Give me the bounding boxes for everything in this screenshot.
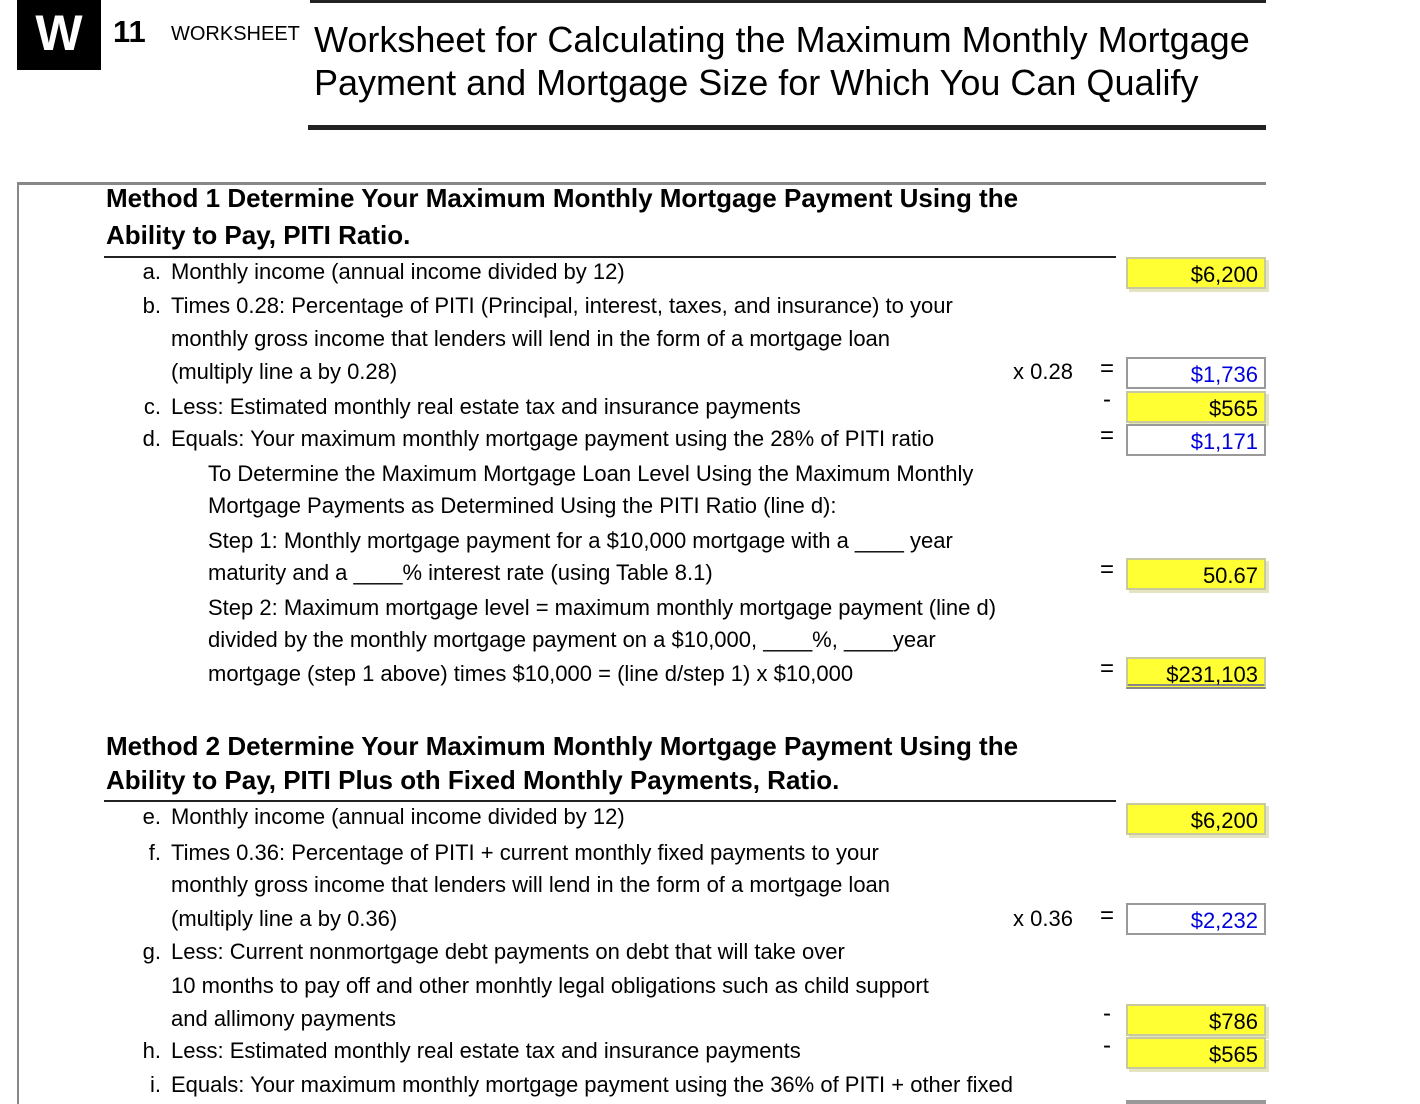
step2-text-3: mortgage (step 1 above) times $10,000 = (line d/step 1) x $10,000 bbox=[208, 661, 854, 686]
line-b-text-1: Times 0.28: Percentage of PITI (Principal, interest, taxes, and insurance) to your bbox=[171, 293, 953, 318]
line-i-label: i. bbox=[150, 1072, 161, 1097]
line-c-label: c. bbox=[143, 394, 161, 419]
line-g-debt-payments-input[interactable]: $786 bbox=[1126, 1004, 1266, 1036]
method1-frame-left bbox=[17, 182, 19, 1104]
line-c-tax-insurance-input[interactable]: $565 bbox=[1126, 391, 1266, 423]
line-h-minus: - bbox=[1103, 1032, 1111, 1059]
line-g-minus: - bbox=[1103, 1000, 1111, 1027]
line-a-monthly-income-input[interactable]: $6,200 bbox=[1126, 257, 1266, 289]
line-b-equals: = bbox=[1099, 355, 1114, 382]
line-e-text: Monthly income (annual income divided by 12) bbox=[171, 804, 625, 829]
line-f-multiplier: x 0.36 bbox=[1013, 906, 1073, 931]
step2-max-mortgage-value[interactable]: $231,103 bbox=[1126, 657, 1266, 689]
line-a-text: Monthly income (annual income divided by 12) bbox=[171, 259, 625, 284]
line-b-label: b. bbox=[142, 293, 161, 318]
loan-intro-2: Mortgage Payments as Determined Using the PITI Ratio (line d): bbox=[208, 493, 837, 518]
loan-intro-1: To Determine the Maximum Mortgage Loan Level Using the Maximum Monthly bbox=[208, 461, 974, 486]
step1-payment-input[interactable]: 50.67 bbox=[1126, 558, 1266, 590]
page-title: Worksheet for Calculating the Maximum Monthly Mortgage Payment and Mortgage Size for Which You Can Qualify bbox=[314, 19, 1250, 103]
method1-title-line1: Method 1 Determine Your Maximum Monthly Mortgage Payment Using the bbox=[106, 183, 1019, 213]
line-g-text-3: and allimony payments bbox=[171, 1006, 397, 1031]
line-f-label: f. bbox=[148, 840, 161, 865]
line-d-text: Equals: Your maximum monthly mortgage payment using the 28% of PITI ratio bbox=[171, 426, 935, 451]
line-d-equals: = bbox=[1099, 422, 1114, 449]
step2-text-2: divided by the monthly mortgage payment on a $10,000, ____%, ____year bbox=[208, 627, 936, 652]
method2-title-rule bbox=[104, 800, 1116, 802]
line-g-text-1: Less: Current nonmortgage debt payments on debt that will take over bbox=[171, 939, 845, 964]
method2-title-line1: Method 2 Determine Your Maximum Monthly Mortgage Payment Using the bbox=[106, 731, 1019, 761]
worksheet-number: 11 bbox=[113, 14, 146, 49]
line-e-monthly-income-input[interactable]: $6,200 bbox=[1126, 803, 1266, 835]
line-h-tax-insurance-input[interactable]: $565 bbox=[1126, 1037, 1266, 1069]
line-i-text: Equals: Your maximum monthly mortgage payment using the 36% of PITI + other fixed bbox=[171, 1072, 1013, 1097]
step1-text-2: maturity and a ____% interest rate (using Table 8.1) bbox=[208, 560, 713, 585]
line-g-text-2: 10 months to pay off and other monhtly legal obligations such as child support bbox=[171, 973, 929, 998]
step2-text-1: Step 2: Maximum mortgage level = maximum monthly mortgage payment (line d) bbox=[208, 595, 997, 620]
method2-title-line2: Ability to Pay, PITI Plus oth Fixed Monthly Payments, Ratio. bbox=[106, 765, 840, 795]
line-b-multiplier: x 0.28 bbox=[1013, 359, 1073, 384]
method1-title-line2: Ability to Pay, PITI Ratio. bbox=[106, 220, 411, 250]
step1-text-1: Step 1: Monthly mortgage payment for a $10,000 mortgage with a ____ year bbox=[208, 528, 953, 553]
line-c-text: Less: Estimated monthly real estate tax and insurance payments bbox=[171, 394, 801, 419]
line-a-label: a. bbox=[142, 259, 161, 284]
line-b-text-3: (multiply line a by 0.28) bbox=[171, 359, 398, 384]
line-i-value-box-edge bbox=[1126, 1100, 1266, 1104]
step1-equals: = bbox=[1099, 556, 1114, 583]
line-f-value: $2,232 bbox=[1126, 903, 1266, 935]
line-f-text-3: (multiply line a by 0.36) bbox=[171, 906, 398, 931]
line-d-value: $1,171 bbox=[1126, 424, 1266, 456]
worksheet-label: WORKSHEET bbox=[171, 23, 300, 45]
worksheet-logo: W bbox=[17, 0, 101, 70]
line-h-label: h. bbox=[142, 1038, 161, 1063]
line-f-text-2: monthly gross income that lenders will lend in the form of a mortgage loan bbox=[171, 872, 891, 897]
step2-equals: = bbox=[1099, 655, 1114, 682]
line-g-label: g. bbox=[142, 939, 161, 964]
header-top-rule bbox=[310, 0, 1266, 3]
header-bottom-rule bbox=[308, 125, 1266, 130]
line-e-label: e. bbox=[142, 804, 161, 829]
line-f-equals: = bbox=[1099, 902, 1114, 929]
line-b-value: $1,736 bbox=[1126, 357, 1266, 389]
line-h-text: Less: Estimated monthly real estate tax and insurance payments bbox=[171, 1038, 801, 1063]
line-f-text-1: Times 0.36: Percentage of PITI + current monthly fixed payments to your bbox=[171, 840, 879, 865]
line-b-text-2: monthly gross income that lenders will lend in the form of a mortgage loan bbox=[171, 326, 891, 351]
method1-title-rule bbox=[104, 256, 1116, 258]
line-d-label: d. bbox=[142, 426, 161, 451]
line-c-minus: - bbox=[1103, 386, 1111, 413]
